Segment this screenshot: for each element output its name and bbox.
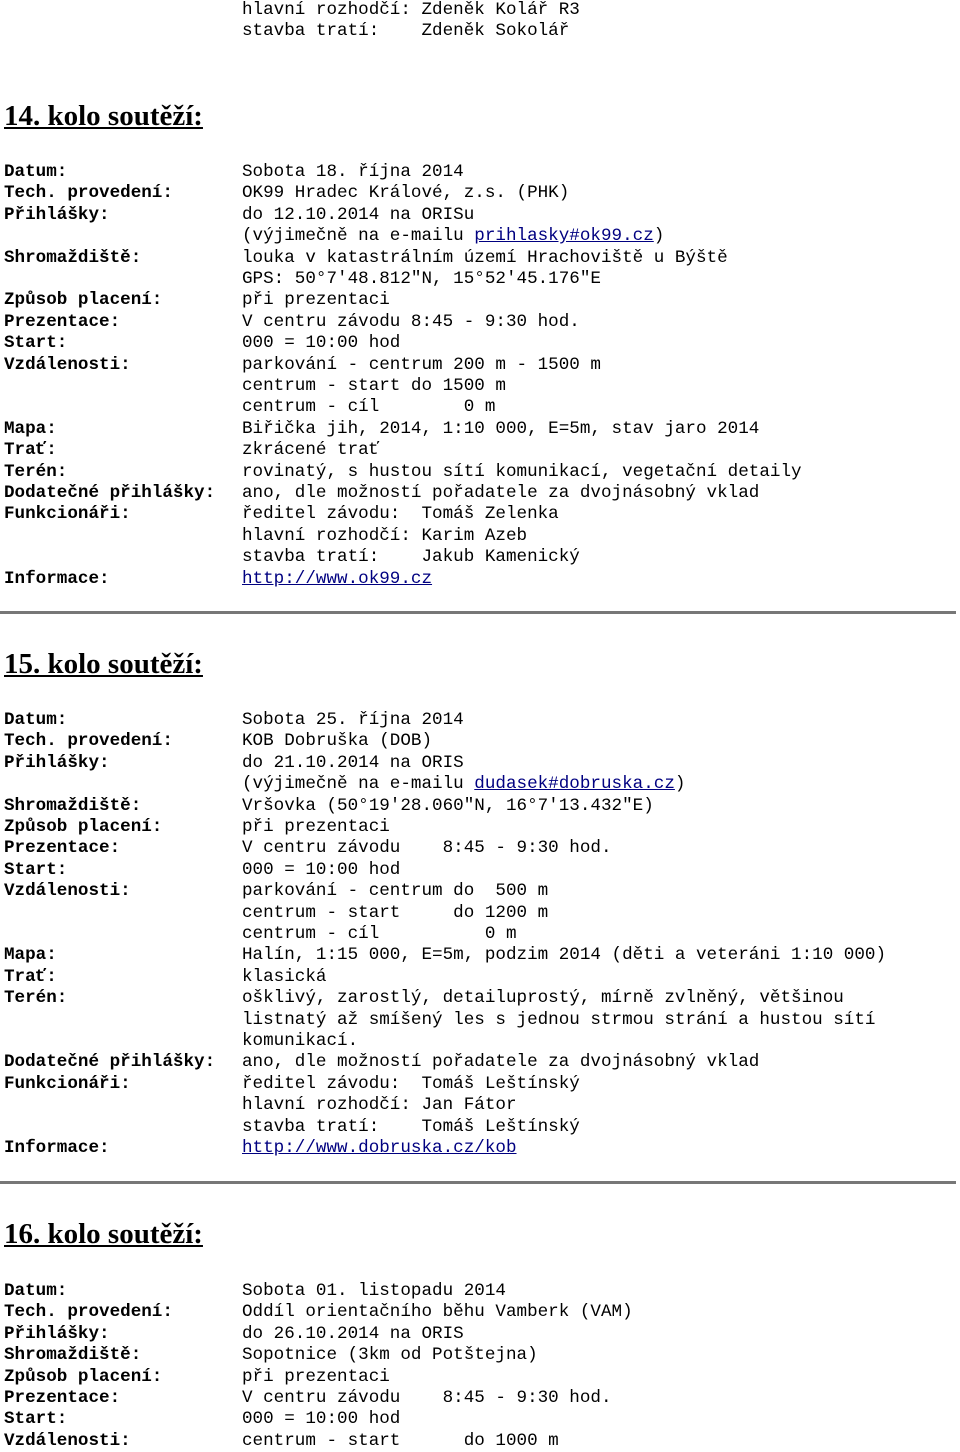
row-label: Prezentace: — [4, 311, 121, 332]
row-label: Informace: — [4, 1138, 110, 1158]
row-label: Tech. provedení: — [4, 1302, 173, 1323]
section-heading: 16. kolo soutěží: — [4, 1218, 203, 1250]
row-label: Prezentace: — [4, 1388, 121, 1408]
value-text: stavba tratí: Tomáš Leštínský — [242, 1116, 580, 1137]
value-text: OK99 Hradec Králové, z.s. (PHK) — [242, 183, 570, 204]
value-text: ředitel závodu: Tomáš Leštínský — [242, 1073, 580, 1094]
value-text: (výjimečně na e-mailu — [242, 226, 475, 247]
row-label: Datum: — [4, 1281, 68, 1301]
row-label: Start: — [4, 1409, 68, 1430]
value-text: GPS: 50°7'48.812"N, 15°52'45.176"E — [242, 269, 601, 289]
row-value — [242, 547, 580, 568]
row-label: Shromaždiště: — [4, 795, 142, 816]
row-value — [242, 1095, 517, 1116]
value-text: klasická — [242, 966, 327, 987]
row-value — [242, 333, 400, 354]
value-text: Vršovka (50°19'28.060"N, 16°7'13.432"E) — [242, 795, 654, 816]
row-label: Start: — [4, 333, 68, 354]
row-value — [242, 1117, 580, 1138]
row-label: Prezentace: — [4, 838, 121, 859]
row-value — [242, 1302, 633, 1323]
row-value — [242, 569, 432, 590]
row-label: Trať: — [4, 440, 57, 461]
row-label: Terén: — [4, 988, 68, 1009]
link[interactable]: prihlasky#ok99.cz — [474, 226, 654, 247]
row-value — [242, 205, 474, 226]
value-text: stavba tratí: Jakub Kamenický — [242, 547, 580, 568]
row-label: Přihlášky: — [4, 1323, 110, 1344]
value-text: parkování - centrum do 500 m — [242, 881, 549, 902]
row-label: Způsob placení: — [4, 817, 163, 837]
value-text: V centru závodu 8:45 - 9:30 hod. — [242, 838, 612, 859]
row-label: Mapa: — [4, 945, 57, 966]
row-value — [242, 226, 664, 247]
value-text: V centru závodu 8:45 - 9:30 hod. — [242, 1388, 612, 1408]
value-text: Halín, 1:15 000, E=5m, podzim 2014 (děti a veteráni 1:10 000) — [242, 945, 887, 966]
value-text: listnatý až smíšený les s jednou strmou strání a hustou sítí — [242, 1009, 876, 1030]
value-text: centrum - start do 1500 m — [242, 376, 506, 396]
value-text: parkování - centrum 200 m - 1500 m — [242, 354, 601, 375]
row-value — [242, 1431, 559, 1452]
value-text: louka v katastrálním území Hrachoviště u Býště — [242, 247, 728, 268]
row-value: stavba tratí: Zdeněk Sokolář — [242, 21, 570, 42]
row-value — [242, 1345, 538, 1366]
row-value — [242, 731, 432, 752]
row-label: Datum: — [4, 162, 68, 182]
value-text: V centru závodu 8:45 - 9:30 hod. — [242, 311, 580, 332]
row-label: Dodatečné přihlášky: — [4, 1052, 216, 1073]
row-value — [242, 312, 580, 333]
row-label: Způsob placení: — [4, 290, 163, 311]
row-value — [242, 1409, 400, 1430]
row-label: Tech. provedení: — [4, 183, 173, 204]
row-label: Funkcionáři: — [4, 1073, 131, 1094]
link[interactable]: http://www.dobruska.cz/kob — [242, 1138, 517, 1158]
link[interactable]: dudasek#dobruska.cz — [474, 774, 675, 795]
row-value — [242, 838, 612, 859]
row-value — [242, 1031, 358, 1052]
row-value — [242, 1388, 612, 1409]
row-value — [242, 440, 379, 461]
value-text: zkrácené trať — [242, 440, 380, 461]
row-value — [242, 753, 464, 774]
value-text: (výjimečně na e-mailu — [242, 774, 475, 795]
value-text: při prezentaci — [242, 817, 390, 837]
row-label: Terén: — [4, 461, 68, 482]
value-text: 000 = 10:00 hod — [242, 333, 401, 354]
value-text: rovinatý, s hustou sítí komunikací, vegetační detaily — [242, 461, 802, 482]
row-value — [242, 1010, 875, 1031]
row-label: Informace: — [4, 568, 110, 589]
value-text: ředitel závodu: Tomáš Zelenka — [242, 504, 559, 525]
row-value — [242, 526, 527, 547]
row-value — [242, 924, 517, 945]
row-label: Přihlášky: — [4, 752, 110, 773]
value-text: při prezentaci — [242, 290, 390, 311]
row-label: Shromaždiště: — [4, 247, 142, 268]
row-value — [242, 162, 464, 183]
row-value — [242, 1074, 580, 1095]
row-label: Vzdálenosti: — [4, 881, 131, 902]
row-label: Přihlášky: — [4, 204, 110, 225]
value-text: centrum - cíl 0 m — [242, 924, 517, 944]
value-text: ošklivý, zarostlý, detailuprostý, mírně zvlněný, většinou — [242, 988, 844, 1009]
value-text: ano, dle možností pořadatele za dvojnásobný vklad — [242, 1052, 760, 1073]
value-text: do 26.10.2014 na ORIS — [242, 1323, 464, 1344]
row-value — [242, 817, 390, 838]
section-divider — [0, 611, 956, 614]
row-value — [242, 860, 400, 881]
value-text: Biřička jih, 2014, 1:10 000, E=5m, stav jaro 2014 — [242, 418, 760, 439]
value-text: centrum - start do 1000 m — [242, 1430, 559, 1451]
value-text: do 12.10.2014 na ORISu — [242, 204, 475, 225]
row-value — [242, 796, 654, 817]
row-value — [242, 1367, 390, 1388]
value-text: Oddíl orientačního běhu Vamberk (VAM) — [242, 1302, 633, 1323]
row-value — [242, 248, 728, 269]
row-label: Tech. provedení: — [4, 731, 173, 752]
row-value — [242, 483, 759, 504]
value-text: Sopotnice (3km od Potštejna) — [242, 1345, 538, 1366]
value-text: hlavní rozhodčí: Karim Azeb — [242, 525, 528, 546]
link[interactable]: http://www.ok99.cz — [242, 568, 433, 589]
row-label: Vzdálenosti: — [4, 354, 131, 375]
section-divider — [0, 1181, 956, 1184]
row-value — [242, 945, 886, 966]
value-text: komunikací. — [242, 1031, 359, 1051]
row-value — [242, 419, 759, 440]
row-value: hlavní rozhodčí: Zdeněk Kolář R3 — [242, 0, 580, 20]
row-label: Shromaždiště: — [4, 1345, 142, 1366]
row-value — [242, 290, 390, 311]
value-text: Sobota 25. října 2014 — [242, 710, 464, 730]
row-value — [242, 462, 802, 483]
value-text: 000 = 10:00 hod — [242, 859, 401, 880]
value-text: 000 = 10:00 hod — [242, 1409, 401, 1430]
value-text: při prezentaci — [242, 1366, 390, 1387]
row-label: Datum: — [4, 710, 68, 730]
section-heading: 15. kolo soutěží: — [4, 648, 203, 680]
value-text: ano, dle možností pořadatele za dvojnásobný vklad — [242, 483, 760, 503]
value-text: do 21.10.2014 na ORIS — [242, 752, 464, 773]
row-label: Způsob placení: — [4, 1366, 163, 1387]
row-label: Trať: — [4, 966, 57, 987]
row-value — [242, 1138, 517, 1159]
row-value — [242, 710, 464, 731]
row-value — [242, 881, 548, 902]
section-heading: 14. kolo soutěží: — [4, 100, 203, 132]
row-value — [242, 183, 569, 204]
row-value — [242, 988, 844, 1009]
value-text: KOB Dobruška (DOB) — [242, 731, 433, 752]
value-suffix: ) — [674, 774, 686, 795]
row-label: Mapa: — [4, 418, 57, 439]
row-value — [242, 774, 685, 795]
value-text: centrum - start do 1200 m — [242, 902, 549, 923]
row-value — [242, 967, 326, 988]
row-value — [242, 903, 548, 924]
row-label: Dodatečné přihlášky: — [4, 483, 216, 503]
row-label: Vzdálenosti: — [4, 1430, 131, 1451]
row-value — [242, 504, 559, 525]
row-value — [242, 376, 506, 397]
row-label: Funkcionáři: — [4, 504, 131, 525]
row-value — [242, 1324, 464, 1345]
row-value — [242, 1052, 759, 1073]
value-text: centrum - cíl 0 m — [242, 397, 496, 418]
row-value — [242, 1281, 506, 1302]
row-value — [242, 269, 601, 290]
value-text: hlavní rozhodčí: Jan Fátor — [242, 1095, 517, 1116]
row-label: Start: — [4, 859, 68, 880]
value-suffix: ) — [653, 226, 665, 247]
value-text: Sobota 01. listopadu 2014 — [242, 1281, 506, 1301]
value-text: Sobota 18. října 2014 — [242, 162, 464, 182]
row-value — [242, 397, 495, 418]
row-value — [242, 355, 601, 376]
